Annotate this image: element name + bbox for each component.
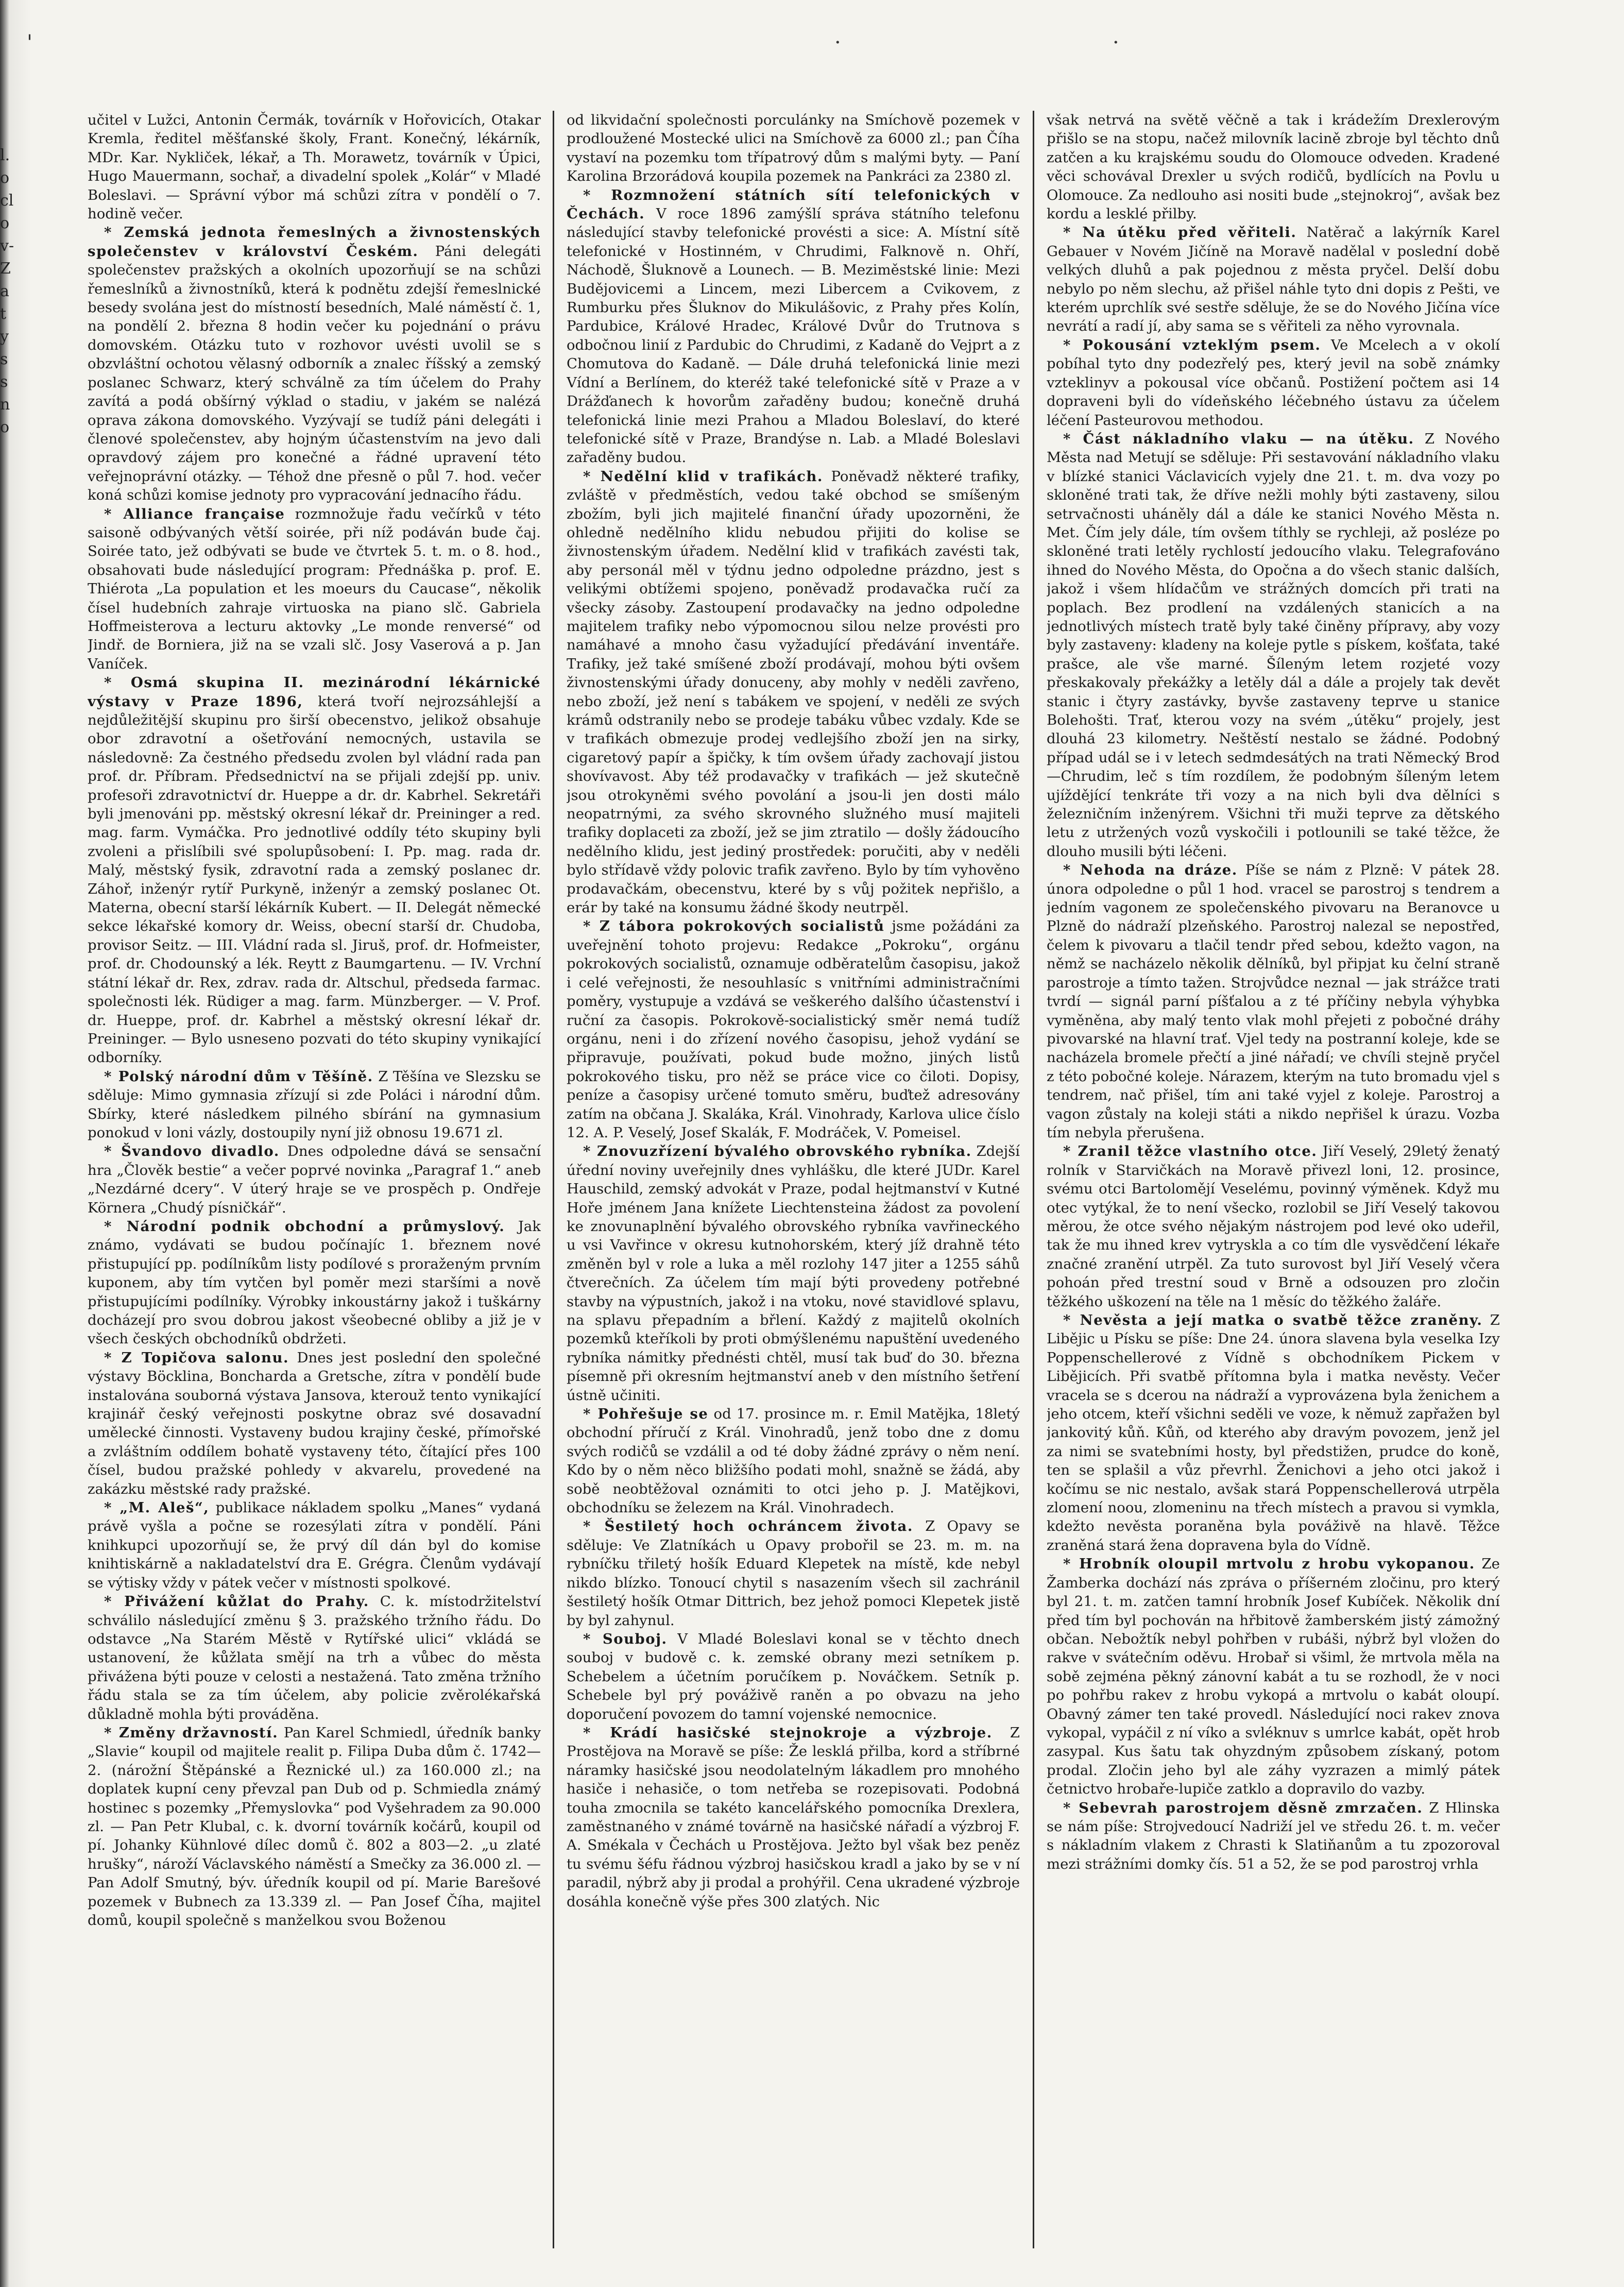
article-headline: * Zranil těžce vlastního otce. (1063, 1143, 1318, 1160)
article-headline: * Na útěku před věřiteli. (1063, 224, 1297, 241)
article-headline: * Šestiletý hoch ochráncem života. (583, 1518, 913, 1535)
article-body: Z Opavy se sděluje: Ve Zlatníkách u Opavy probořil se 23. m. m. na rybníčku třiletý hošík Eduard Klepetek na místě, kde nebyl nikdo blízko. Tonoucí chytil s nasazením všech sil zachránil šestiletý hošík Otmar Dittrich, bez jehož pomoci Klepetek jistě by byl zahynul. (567, 1518, 1020, 1629)
article-headline: * Švandovo divadlo. (104, 1143, 280, 1160)
article-paragraph (88, 223, 541, 504)
article-body: V Mladé Boleslavi konal se v těchto dnech souboj v budově c. k. zemské obrany mezi setníkem p. Schebelem a účetním poručíkem p. Nováčkem. Setník p. Schebele byl prý pováživě raněn a po obvazu na jeho doporučení povozem do tamní vojenské nemocnice. (567, 1630, 1020, 1722)
article-paragraph (567, 467, 1020, 917)
article-body: rozmnožuje řadu večírků v této saisoně odbývaných větší soirée, při níž podáván bude čaj. Soirée tato, jež odbývati se bude ve čtvrtek 5. t. m. o 8. hod., obsahovati bude následující program: Přednáška p. prof. E. Thiérota „La population et les moeurs du Caucase“, několik čísel hudebních zahraje virtuoska na piano slč. Gabriela Hoffmeisterova a lecturu aktovky „Le monde renversé“ od Jindř. de Borniera, již na se vzali slč. Josy Vaserová a p. Jan Vaníček. (88, 505, 541, 672)
article-paragraph (88, 1142, 541, 1217)
article-body: Poněvadž některé trafiky, zvláště v předměstích, vedou také obchod se smíšeným zbožím, byli jich majitelé finanční úřady upozorněni, že ohledně nedělního klidu nebudou přijiti do kolise se živnostenským úřadem. Nedělní klid v trafikách zavésti tak, aby personál měl v týdnu jedno odpoledne prázdno, jest s velikými obtížemi spojeno, poněvadž prodavačka ručí za všecky zásoby. Zastoupení prodavačky na jedno odpoledne majitelem trafiky nebo výpomocnou silou nelze provésti pro namáhavé a mnoho času vyžadující předávání inventáře. Trafiky, jež také smíšené zboží prodávají, mohou býti ovšem živnostenskými úřady donuceny, aby mohly v neděli zavřeno, nebo zboží, jež není s tabákem ve spojení, v neděli ze svých krámů odstranily nebo se prodeje tabáku vůbec vzdaly. Kde se v trafikách obmezuje prodej vedlejšího zboží jen na sirky, cigaretový papír a špičky, k tím ovšem úřady zachovají jistou shovívavost. Aby též prodavačky v trafikách — jež skutečně jsou otrokyněmi svého povolání a jsou-li jen dosti málo neopatrnými, za svého skrovného služného musí majiteli trafiky doplaceti za zboží, jež se jim ztratilo — došly žádoucího nedělního klidu, jest jediný prostředek: poručiti, aby v neděli bylo střídavě vždy polovic trafik zavřeno. Bylo by tím vyhověno prodavačkám, obecenstvu, které by s vůj požitek nepřišlo, a erár by také na konsumu žádné škody neutrpěl. (567, 468, 1020, 916)
article-paragraph (88, 111, 541, 223)
article-body: však netrvá na světě věčně a tak i krádežím Drexlerovým přišlo se na stopu, načež milovník lacině zbroje byl těchto dnů zatčen a ku krajskému soudu do Olomouce odveden. Kradené věci schovával Drexler u svých rodičů, bydlících na Povlu u Olomouce. Za nedlouho asi nositi bude „stejnokroj“, avšak bez kordu a lesklé přilby. (1047, 112, 1500, 223)
article-paragraph (1047, 223, 1500, 335)
article-body: Z Nového Města nad Metují se sděluje: Při sestavování nákladního vlaku v blízké stanici Václavicích vyjely dne 21. t. m. dva vozy po skloněné trati tak, že dříve nežli mohly býti zastaveny, silou setrvačnosti uháněly dál a dále ke stanici Nového Města n. Met. Čím jely dále, tím ovšem títhly se rychleji, až posléze po skloněné trati letěly rychlostí jedoucího vlaku. Telegrafováno ihned do Nového Města, do Opočna a do všech stanic dalších, jakož i všem hlídačům ve strážných domcích při trati na poplach. Bez prodlení na vzdálených stanicích a na jednotlivých místech tratě byly také činěny přípravy, aby vozy byly zastaveny: kladeny na koleje pytle s pískem, košťata, také prašce, ale vše marné. Šíleným letem rozjeté vozy přeskakovaly překážky a letěly dál a dále a projely tak devět stanic i čtyry zastávky, byvše zastaveny teprve u stanice Bolehošti. Trať, kterou vozy na svém „útěku“ projely, jest dlouhá 23 kilometry. Neštěstí nestalo se žádné. Podobný případ udál se i v letech sedmdesátých na trati Německý Brod—Chrudim, leč s tím rozdílem, že podobným šíleným letem ujíždějící tenkráte tři vozy a na nich byli dva dělníci s železničním inženýrem. Všichni tři muži teprve za dětského letu z utržených vozů vyskočili i potlounili se také těžce, že dlouho musili býti léčeni. (1047, 430, 1500, 860)
article-paragraph (88, 505, 541, 674)
article-paragraph (1047, 1142, 1500, 1311)
top-right-mark: · (1113, 31, 1119, 55)
article-headline: * Přivážení kůžlat do Prahy. (104, 1593, 369, 1610)
article-body: Dnes odpoledne dává se sensační hra „Člověk bestie“ a večer poprvé novinka „Paragraf 1.“ aneb „Nezdárné dcery“. V úterý hraje se ve prospěch p. Ondřeje Körnera „Chudý písničkář“. (88, 1143, 541, 1216)
article-body: Jiří Veselý, 29letý ženatý rolník v Starvičkách na Moravě přivezl loni, 12. prosince, svému otci Bartolomějí Veselému, povinný výměnek. Když mu otec vytýkal, že to není všecko, rozlobil se Jiří Veselý takovou měrou, že otce svého nějakým nástrojem pod levé oko udeřil, tak že mu ihned krev vytryskla a co tím dle vysvědčení lékaře značné zranění utrpěl. Za tuto surovost byl Jiří Veselý včera pohoán před trestní soud v Brně a odsouzen pro zločin těžkého uškození na těle na 1 měsíc do těžkého žaláře. (1047, 1143, 1500, 1310)
article-headline: * Znovuzřízení bývalého obrovského rybníka. (583, 1143, 972, 1160)
article-headline: * Pokousání vzteklým psem. (1063, 336, 1321, 353)
article-body: od 17. prosince m. r. Emil Matějka, 18letý obchodní příručí z Král. Vinohradů, jenž tobo dne z domu svých rodičů se vzdálil a od té doby žádné zprávy o něm není. Kdo by o něm něco bližšího podati mohl, snažně se žádá, aby sobě neobtěžoval oznámiti to otci jeho p. J. Matějkovi, obchodníku se železem na Král. Vinohradech. (567, 1406, 1020, 1516)
article-headline: * Rozmnožení státních sítí telefonických v Čechách. (567, 186, 1020, 223)
article-headline: * Zemská jednota řemeslných a živnostenských společenstev v království Českém. (88, 224, 541, 260)
article-paragraph (567, 111, 1020, 186)
article-headline: * Nevěsta a její matka o svatbě těžce zraněny. (1063, 1312, 1483, 1328)
article-paragraph (88, 1723, 541, 1930)
article-paragraph (88, 1592, 541, 1723)
article-body: která tvoří nejrozsáhlejší a nejdůležitější skupinu pro širší obecenstvo, jelikož obsahuje obor zdravotní a ošetřování nemocných, ustavila se následovně: Za čestného předsedu zvolen byl vládní rada pan prof. dr. Příbram. Předsednictví na se přijali zdejší pp. univ. profesoři zdravotnictví dr. Hueppe a dr. dr. Kabrhel. Sekretáři byli jmenováni pp. městský okresní lékař dr. Preininger a red. mag. farm. Vymáčka. Pro jednotlivé oddíly této skupiny byli zvoleni a přislíbili své spolupůsobení: I. Pp. mag. rada dr. Malý, městský fysik, zdravotní rada a zemský poslanec dr. Záhoř, inženýr rytíř Purkyně, inženýr a zemský poslanec Ot. Materna, obecní starší lékárník Kubert. — II. Delegát německé sekce lékařské komory dr. Weiss, obecní starší dr. Chudoba, provisor Seitz. — III. Vládní rada sl. Jiruš, prof. dr. Hofmeister, prof. dr. Chodounský a lék. Reytt z Baumgartenu. — IV. Vrchní státní lékař dr. Rex, zdrav. rada dr. Altschul, předseda farmac. společnosti lék. Rüdiger a mag. farm. Münzberger. — V. Prof. dr. Hueppe, prof. dr. Kabrhel a městský okresní lékař dr. Preininger. — Bylo usneseno pozvati do této skupiny vynikající odborníky. (88, 693, 541, 1066)
article-headline: * Část nákladního vlaku — na útěku. (1063, 430, 1414, 447)
article-body: C. k. místodržitelství schválilo následující změnu § 3. pražského tržního řádu. Do odstavce „Na Starém Městě v Rytířské ulici“ vkládá se ustanovení, že kůžlata smějí na trh a vůbec do města přivážena býti pouze v celosti a nestažená. Tato změna tržního řádu stala se za tím účelem, aby policie zvěrolékařská důkladně mohla býti prováděna. (88, 1593, 541, 1722)
article-body: Zdejší úřední noviny uveřejnily dnes vyhlášku, dle které JUDr. Karel Hauschild, zemský advokát v Praze, podal hejtmanství v Kutné Hoře jménem Jana knížete Liechtensteina žádost za povolení ke znovunaplnění bývalého obrovského rybníka vavřineckého u vsi Vavřince v okresu kutnohorském, který jíž drahně této změněn byl v role a luka a měl rozlohy 147 jiter a 1255 sáhů čtverečních. Za účelem tím mají býti provedeny potřebné stavby na výpustních, jakož i na vtoku, nové stavidlové splavu, na splavu přepadním a břlení. Každý z majitelů okolních pozemků kteříkoli by proti obmýšlenému napuštění uvedeného rybníka námitky přednésti chtěl, musí tak buď do 30. března písemně při okresním hejtmanství aneb v den místního šetření ústně učiniti. (567, 1143, 1020, 1404)
article-body: Ze Žamberka dochází nás zpráva o příšerném zločinu, pro který byl 21. t. m. zatčen tamní hrobník Josef Kubíček. Několik dní před tím byl pochován na hřbitově žamberském jistý zámožný občan. Nebožtík nebyl pohřben v rubáši, nýbrž byl vložen do rakve v svátečním oděvu. Hrobař si všiml, že mrtvola měla na sobě zejména pěkný zánovní kabát a tu se rozhodl, že v noci po pohřbu rakev z hrobu vykopá a mrtvolu o kabát oloupí. Obavný zámer ten také provedl. Následující noci rakev znova vykopal, vypáčil z ní víko a svléknuv s umrlce kabát, opět hrob zasypal. Kus šatu tak ohyzdným způsobem získaný, potom prodal. Zločin jeho byl ale záhy vyzrazen a mimlý pátek četnictvo hrobaře-lupiče zatklo a dopravilo do vazby. (1047, 1556, 1500, 1798)
article-body: Z Hlinska se nám píše: Strojvedoucí Nadriží jel ve středu 26. t. m. večer s nákladním vlakem z Chrasti k Slatiňanům a tu zpozoroval mezi strážními domky čís. 51 a 52, že se pod parostroj vrhla (1047, 1799, 1500, 1872)
article-body: Páni delegáti společenstev pražských a okolních upozorňují se na schůzi řemeslníků a živnostníků, která k podnětu zdejší řemeslnické besedy svolána jest do místností besedních, Malé náměstí č. 1, na pondělí 2. března 8 hodin večer ku pojednání o právu domovském. Otázku tuto v rozhovor uvésti uvolil se s obzvláštní ochotou vělasný odborník a znalec říšský a zemský poslanec Schwarz, který schválně za tím účelem do Prahy zavítá a podá obšírný výklad o stadiu, v jakém se nalézá oprava zákona domovského. Vyzývají se tudíž páni delegáti i členové společenstev, aby hojným účastenstvím na jevo dali opravdový zájem pro konečné a řádné upravení této veřejnoprávní otázky. — Téhož dne přesně o půl 7. hod. večer koná schůzi komise jednoty pro vypracování jednacího řádu. (88, 243, 541, 504)
article-body: publikace nákladem spolku „Manes“ vydaná právě vyšla a počne se rozesýlati zítra v pondělí. Páni knihkupci upozorňují se, že prvý díl dán byl do komise knihtiskárně a nakladatelství dra E. Grégra. Členům vydávají se výtisky vždy v pátek večer v místnosti spolkové. (88, 1499, 541, 1591)
column-3 (1047, 111, 1500, 2248)
article-body: učitel v Lužci, Antonin Čermák, továrník v Hořovicích, Otakar Kremla, ředitel měšťanské školy, Frant. Konečný, lékárník, MDr. Kar. Nykliček, lékař, a Th. Morawetz, továrník v Úpici, Hugo Mauermann, sochař, a divadelní spolek „Kolár“ v Mladé Boleslavi. — Správní výbor má schůzi zítra v pondělí o 7. hodině večer. (88, 112, 541, 223)
article-body: jsme požádáni za uveřejnění tohoto projevu: Redakce „Pokroku“, orgánu pokrokových socialistů, oznamuje odběratelům časopisu, jakož i celé veřejnosti, že nesouhlasíc s vnitřními administračními poměry, vystupuje a vzdává se veškerého dalšího účastenství i ruční za časopis. Pokrokově-socialistický směr nemá tudíž orgánu, neni i do zřízení nového časopisu, jehož vydání se připravuje, používati, pokud bude možno, jiných listů pokrokového tisku, pro něž se práce vice co čiloti. Dopisy, peníze a časopisy určené tomuto směru, buďtež adresovány zatím na občana J. Skaláka, Král. Vinohrady, Karlova ulice číslo 12. A. P. Veselý, Josef Skalák, F. Modráček, V. Pomeisel. (567, 918, 1020, 1141)
article-headline: * Hrobník oloupil mrtvolu z hrobu vykopanou. (1063, 1556, 1475, 1573)
article-paragraph (567, 917, 1020, 1142)
article-headline: * Sebevrah parostrojem děsně zmrzačen. (1063, 1799, 1423, 1816)
article-body: Jak známo, vydávati se budou počínajíc 1. březnem nové přistupující pp. podílníkům listy podílové s proraženým prvním kuponem, aby tím vytčen byl poměr mezi staršími a nově přistupujícími podílníky. Výrobky inkoustárny jakož i tuškárny docházejí pro svou dobrou jakost všeobecné obliby a již je v všech českých obchodníků obdržeti. (88, 1218, 541, 1347)
article-paragraph (567, 1405, 1020, 1517)
article-headline: * Změny državností. (104, 1724, 279, 1741)
article-paragraph (1047, 1799, 1500, 1874)
article-paragraph (567, 1517, 1020, 1629)
article-headline: * Alliance française (104, 505, 285, 522)
article-body: Natěrač a lakýrník Karel Gebauer v Novém Jičíně na Moravě nadělal v poslední době velkých dluhů a pak pojednou z města pryčel. Delší dobu nebylo po něm slechu, až přišel náhle tyto dni dopis z Pešti, ve kterém uprchlík své sestře sděluje, že se do Nového Jičína více nevrátí a radí jí, aby sama se s věřiteli za něho vyrovnala. (1047, 224, 1500, 335)
article-headline: * Nehoda na dráze. (1063, 862, 1238, 879)
article-paragraph (88, 1067, 541, 1142)
article-paragraph (88, 1349, 541, 1498)
article-paragraph (1047, 861, 1500, 1142)
text-columns (88, 111, 1514, 2248)
column-divider (1033, 111, 1034, 2248)
article-headline: * Osmá skupina II. mezinárodní lékárnické výstavy v Praze 1896, (88, 674, 541, 710)
article-headline: * Polský národní dům v Těšíně. (104, 1068, 373, 1085)
article-paragraph (567, 186, 1020, 467)
column-1 (88, 111, 541, 2248)
article-paragraph (1047, 336, 1500, 430)
article-body: Píše se nám z Plzně: V pátek 28. února odpoledne o půl 1 hod. vracel se parostroj s tendrem a jedním vagonem ze společenského pivovaru na Beranovce u Plzně do nádraží plzeňského. Parostroj nalezal se nepostřed, čelem k pivovaru a tlačil tendr před sebou, kdežto vagon, na němž se nacházelo několik dělníků, byl připjat ku čelní straně parostroje a tímto tažen. Strojvůdce neznal — jak strážce trati tvrdí — signál parní píšťalou a z té příčiny nebyla výhybka vyměněna, aby malý tento vlak mohl přejeti z pobočné dráhy pivovarské na hlavní trať. Vjel tedy na postranní koleje, kde se nacházela bromele přečtí a jiné nářadí; ve chvíli stejně pryčel z této pobočné koleje. Nárazem, kterým na tuto bromadu vjel s tendrem, nač přišel, tím ani také vyjel z koleje. Parostroj a vagon zůstaly na koleji státi a nikdo nepřišel k úrazu. Vozba tím nebyla přerušena. (1047, 862, 1500, 1141)
column-divider (553, 111, 554, 2248)
article-paragraph (1047, 430, 1500, 861)
article-body: Z Těšína ve Slezsku se sděluje: Mimo gymnasia zřízují si zde Poláci i národní dům. Sbírky, které následkem pilného sbírání na gymnasium ponokud v loni vázly, dostoupily nyní již obnosu 19.671 zl. (88, 1068, 541, 1141)
article-body: Pan Karel Schmiedl, úředník banky „Slavie“ koupil od majitele realit p. Filipa Duba dům č. 1742—2. (nárožní Štěpánské a Řeznické ul.) za 160.000 zl.; na doplatek kupní ceny převzal pan Dub od p. Schmiedla známý hostinec s pozemky „Přemyslovka“ pod Vyšehradem za 90.000 zl. — Pan Petr Klubal, c. k. dvorní továrník kočárů, koupil od pí. Johanky Kühnlové dílec domů č. 802 a 803—2. „u zlaté hrušky“, nároží Václavského náměstí a Smečky za 36.000 zl. — Pan Adolf Smutný, býv. úředník koupil od pí. Marie Barešové pozemek v Bubnech za 13.339 zl. — Pan Josef Číha, majitel domů, koupil společně s manželkou svou Boženou (88, 1724, 541, 1928)
article-headline: * Nedělní klid v trafikách. (583, 468, 823, 485)
column-2 (567, 111, 1020, 2248)
article-body: od likvidační společnosti porculánky na Smíchově pozemek v prodloužené Mostecké ulici na Smíchově za 6000 zl.; pan Číha vystaví na pozemku tom třípatrový dům s malými byty. — Paní Karolina Brzorádová koupila pozemek na Pankráci za 2380 zl. (567, 112, 1020, 185)
article-headline: * Z Topičova salonu. (104, 1349, 289, 1366)
article-paragraph (88, 1217, 541, 1349)
article-headline: * Z tábora pokrokových socialistů (583, 918, 885, 935)
article-headline: * Národní podnik obchodní a průmyslový. (104, 1218, 505, 1235)
article-paragraph (1047, 111, 1500, 223)
article-headline: * „M. Aleš“, (104, 1499, 210, 1516)
article-paragraph (567, 1630, 1020, 1723)
article-body: Z Libějic u Písku se píše: Dne 24. února slavena byla veselka Izy Poppenschellerové z Vídně s obchodníkem Pickem v Libějicích. Při svatbě přítomna byla i matka nevěsty. Večer vracela se s dcerou na nádraží a vyprovázena byla ženichem a jeho otcem, kteří všichni seděli ve voze, k němuž zapřažen byl jankovitý kůň. Kůň, od kterého aby dravým povozem, jenž jel za nimi se svatebními hosty, byl předstižen, prudce do koně, ten se splašil a vůz převrhl. Ženichovi a jeho otci jakož i kočímu se nic nestalo, avšak stará Poppenschellerová utrpěla zlomení noou, zlomeninu na třech místech a pravou si vymkla, kdežto nevěsta poraněna byla pováživě na hlavě. Těžce zraněná stará žena dopravena byla do Vídně. (1047, 1312, 1500, 1554)
article-paragraph (1047, 1555, 1500, 1798)
corner-mark: ' (27, 31, 32, 55)
article-body: V roce 1896 zamýšlí správa státního telefonu následující stavby telefonické provésti a sice: A. Místní sítě telefonické v Hostinném, v Chrudimi, Falknově n. Ohří, Náchodě, Šluknově a Lounech. — B. Meziměstské linie: Mezi Budějovicemi a Lincem, mezi Libercem a Cvikovem, z Rumburku přes Šluknov do Mikulášovic, z Prahy přes Kolín, Pardubice, Králové Hradec, Králové Dvůr do Trutnova s odbočnou linií z Pardubic do Chrudimi, z Kadaně do Vejprt a z Chomutova do Kadaně. — Dále druhá telefonická linie mezi Vídní a Berlínem, do kteréž také telefonické sítě v Praze a v Drážďanech k hovorům zařaděny budou; konečně druhá telefonická linie mezi Prahou a Mladou Boleslaví, do které telefonické sítě v Praze, Brandýse n. Lab. a Mladé Boleslavi zařaděny budou. (567, 206, 1020, 466)
article-paragraph (1047, 1311, 1500, 1555)
top-center-mark: · (834, 31, 841, 55)
article-paragraph (567, 1142, 1020, 1405)
article-body: Z Prostějova na Moravě se píše: Že lesklá přilba, kord a stříbrné náramky hasičské jsou neodolatelným lákadlem pro mnohého hasiče i nehasiče, o tom netřeba se rozepisovati. Podobná touha zmocnila se takéto kancelářského pomocníka Drexlera, zaměstnaného v známé továrně na hasičské nářadí a výzbroj F. A. Smékala v Čechách u Prostějova. Ježto byl však bez peněz tu svému šéfu řádnou výzbroj hasičskou kradl a jako by se v ní paradil, nýbrž aby ji prodal a prohýřil. Cena ukradené výzbroje dosáhla konečně výše přes 300 zlatých. Nic (567, 1724, 1020, 1910)
article-body: Ve Mcelech a v okolí pobíhal tyto dny podezřelý pes, který jevil na sobě známky vzteklinyv a pokousal více občanů. Postižení počtem asi 14 dopraveni byli do vídeňského léčebného ústavu za účelem léčení Pasteurovou methodou. (1047, 336, 1500, 429)
article-body: Dnes jest poslední den společné výstavy Böcklina, Boncharda a Gretsche, zítra v pondělí bude instalována souborná výstava Jansova, kterouž tento vynikající krajinář český veřejnosti poskytne obraz své dosavadní umělecké činnosti. Vystaveny budou krajiny české, přímořské a zvláštním oddílem bohatě vystaveny této, čítající přes 100 čísel, budou pražské pohledy v akvarelu, provedené na zakázku městské rady pražské. (88, 1349, 541, 1497)
article-paragraph (567, 1723, 1020, 1911)
article-paragraph (88, 673, 541, 1067)
cut-off-letters: l. o cl o v- Z a t y s s n o (0, 146, 14, 436)
article-paragraph (88, 1498, 541, 1592)
article-headline: * Pohřešuje se (583, 1406, 709, 1423)
article-headline: * Souboj. (583, 1630, 668, 1647)
article-headline: * Krádí hasičské stejnokroje a výzbroje. (583, 1724, 993, 1741)
